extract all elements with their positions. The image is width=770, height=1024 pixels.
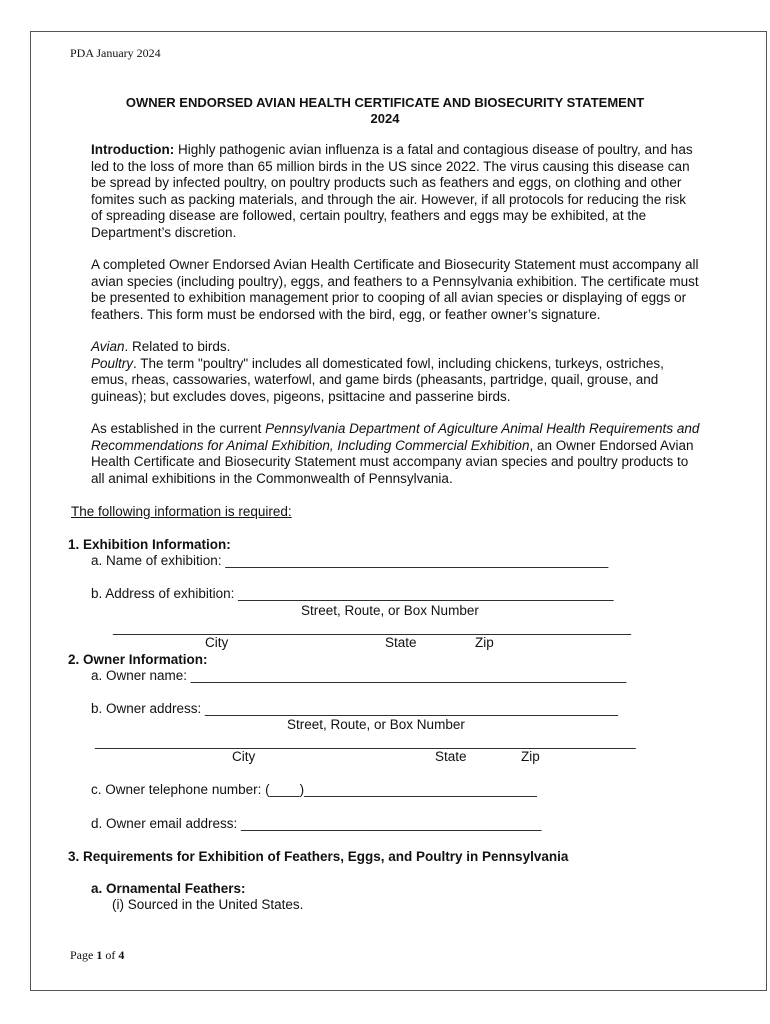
introduction-paragraph: [91, 142, 701, 241]
owner-telephone-field[interactable]: c. Owner telephone number: (____)_______________________________: [91, 782, 537, 797]
exhibition-street-label: Street, Route, or Box Number: [301, 603, 479, 618]
page-of-word: of: [102, 948, 119, 962]
section-3-heading: 3. Requirements for Exhibition of Feathers, Eggs, and Poultry in Pennsylvania: [68, 849, 569, 864]
page-word: Page: [70, 948, 97, 962]
exhibition-state-label: State: [385, 635, 417, 650]
section-2-heading: 2. Owner Information:: [68, 652, 208, 667]
page-current: 1: [96, 948, 103, 962]
title-line-1: OWNER ENDORSED AVIAN HEALTH CERTIFICATE AND BIOSECURITY STATEMENT: [125, 95, 645, 110]
poultry-definition: . The term "poultry" includes all domesticated fowl, including chickens, turkeys, ostriches, emus, rheas, cassowaries, waterfowl, and game birds (pheasants, partridge, quail, grouse, and guineas); but excludes doves, pigeons, psittacine and passerine birds.: [91, 355, 664, 404]
page-total: 4: [118, 948, 125, 962]
definitions-paragraph: [91, 339, 701, 405]
exhibition-zip-label: Zip: [475, 635, 494, 650]
ornamental-feathers-heading: a. Ornamental Feathers:: [91, 881, 246, 896]
regulation-pre: As established in the current: [91, 421, 266, 436]
regulation-post: , an Owner Endorsed Avian Health Certificate and Biosecurity Statement must accompany avian species and poultry products to all animal exhibitions in the Commonwealth of Pennsylvania.: [91, 437, 694, 486]
exhibition-city-label: City: [205, 635, 229, 650]
regulation-paragraph: [91, 421, 701, 487]
document-title: [60, 95, 710, 127]
owner-state-label: State: [435, 749, 467, 764]
owner-email-field[interactable]: d. Owner email address: ________________________________________: [91, 816, 542, 831]
avian-definition: . Related to birds.: [124, 339, 231, 354]
regulation-title: Pennsylvania Department of Agiculture Animal Health Requirements and Recommendations for Animal Exhibition, Including Commercial Exhibition: [91, 421, 700, 453]
feathers-item-i: (i) Sourced in the United States.: [112, 897, 304, 912]
owner-address-field[interactable]: b. Owner address: _______________________________________________________: [91, 701, 618, 716]
section-1-heading: 1. Exhibition Information:: [68, 537, 231, 552]
required-info-heading: The following information is required:: [71, 504, 292, 519]
owner-city-label: City: [232, 749, 256, 764]
page-number: [70, 948, 124, 963]
document-id: PDA January 2024: [70, 46, 161, 60]
owner-name-field[interactable]: a. Owner name: __________________________________________________________: [91, 668, 627, 683]
owner-city-state-zip-field[interactable]: ________________________________________________________________________: [95, 734, 636, 749]
owner-zip-label: Zip: [521, 749, 540, 764]
certificate-requirement-paragraph: A completed Owner Endorsed Avian Health Certificate and Biosecurity Statement must accompany all avian species (including poultry), eggs, and feathers to a Pennsylvania exhibition. The certificate must be presented to exhibition management prior to cooping of all avian species or displaying of eggs or feathers. This form must be endorsed with the bird, egg, or feather owner’s signature.: [91, 257, 699, 322]
avian-term: Avian: [91, 339, 125, 354]
poultry-term: Poultry: [91, 355, 134, 371]
title-line-2: 2024: [370, 111, 400, 126]
introduction-label: Introduction:: [91, 142, 175, 157]
exhibition-name-field[interactable]: a. Name of exhibition: ___________________________________________________: [91, 553, 609, 568]
owner-street-label: Street, Route, or Box Number: [287, 717, 465, 732]
introduction-text: Highly pathogenic avian influenza is a fatal and contagious disease of poultry, and has led to the loss of more than 65 million birds in the US since 2022. The virus causing this disease can be spread by infected poultry, on poultry products such as feathers and eggs, on clothing and other fomites such as packing materials, and through the air. However, if all protocols for reducing the risk of spreading disease are followed, certain poultry, feathers and eggs may be exhibited, at the Department’s discretion.: [91, 142, 693, 240]
exhibition-address-field[interactable]: b. Address of exhibition: __________________________________________________: [91, 586, 614, 601]
exhibition-city-state-zip-field[interactable]: _____________________________________________________________________: [113, 620, 632, 635]
